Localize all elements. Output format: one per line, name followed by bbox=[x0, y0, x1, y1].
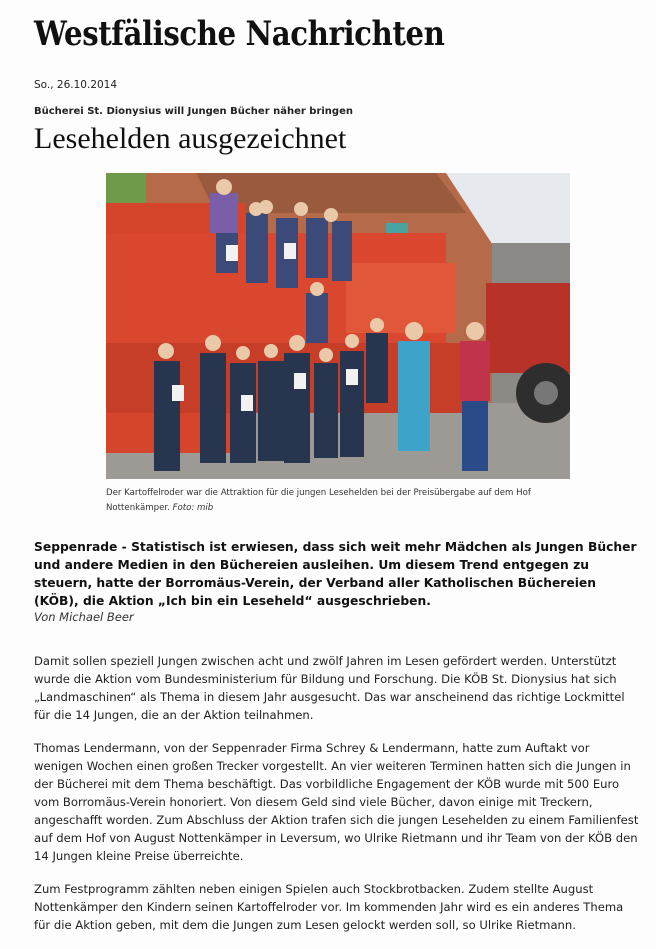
article-lead: Seppenrade - Statistisch ist erwiesen, dass sich weit mehr Mädchen als Jungen Bücher und andere Medien in den Büchereien ausleihen. Um diesem Trend entgegen zu steuern, hatte der Borromäus-Verein, der Verband aller Katholischen Büchereien (KÖB), die Aktion „Ich bin ein Leseheld“ ausgeschrieben. bbox=[34, 540, 637, 608]
photo-caption-text: Der Kartoffelroder war die Attraktion für die jungen Lesehelden bei der Preisübergabe auf dem Hof Nottenkämper. bbox=[106, 488, 531, 513]
photo-credit: Foto: mib bbox=[172, 503, 214, 513]
photo-caption bbox=[106, 486, 576, 516]
photo-illustration bbox=[106, 173, 570, 479]
newspaper-masthead[interactable]: Westfälische Nachrichten bbox=[34, 14, 445, 54]
article-author: Von Michael Beer bbox=[34, 610, 134, 624]
body-paragraph: Damit sollen speziell Jungen zwischen acht und zwölf Jahren im Lesen gefördert werden. Unterstützt wurde die Aktion vom Bundesministerium für Bildung und Forschung. Die KÖB St. Dionysius hat sich „Landmaschinen“ als Thema in diesem Jahr ausgesucht. Das war anscheinend das richtige Lockmittel für die 14 Jungen, die an der Aktion teilnahmen. bbox=[34, 654, 625, 722]
article-kicker: Bücherei St. Dionysius will Jungen Bücher näher bringen bbox=[34, 106, 353, 117]
body-paragraph: Thomas Lendermann, von der Seppenrader Firma Schrey & Lendermann, hatte zum Auftakt vor wenigen Wochen einen großen Trecker vorgestellt. An vier weiteren Terminen hatten sich die Jungen in der Bücherei mit dem Thema beschäftigt. Das vorbildliche Engagement der KÖB wurde mit 500 Euro vom Borromäus-Verein honoriert. Von diesem Geld sind viele Bücher, davon einige mit Treckern, angeschafft worden. Zum Abschluss der Aktion trafen sich die jungen Lesehelden zu einem Familienfest auf dem Hof von August Nottenkämper in Leversum, wo Ulrike Rietmann und ihr Team von der KÖB den 14 Jungen kleine Preise überreichte. bbox=[34, 741, 639, 863]
article-headline: Lesehelden ausgezeichnet bbox=[34, 122, 347, 155]
article-body bbox=[34, 652, 640, 949]
body-paragraph: Zum Festprogramm zählten neben einigen Spielen auch Stockbrotbacken. Zudem stellte August Nottenkämper den Kindern seinen Kartoffelroder vor. Im kommenden Jahr wird es ein anderes Thema für die Aktion geben, mit dem die Jungen zum Lesen gelockt werden soll, so Ulrike Rietmann. bbox=[34, 882, 624, 932]
article-photo[interactable] bbox=[106, 173, 570, 479]
article-date: So., 26.10.2014 bbox=[34, 79, 118, 91]
